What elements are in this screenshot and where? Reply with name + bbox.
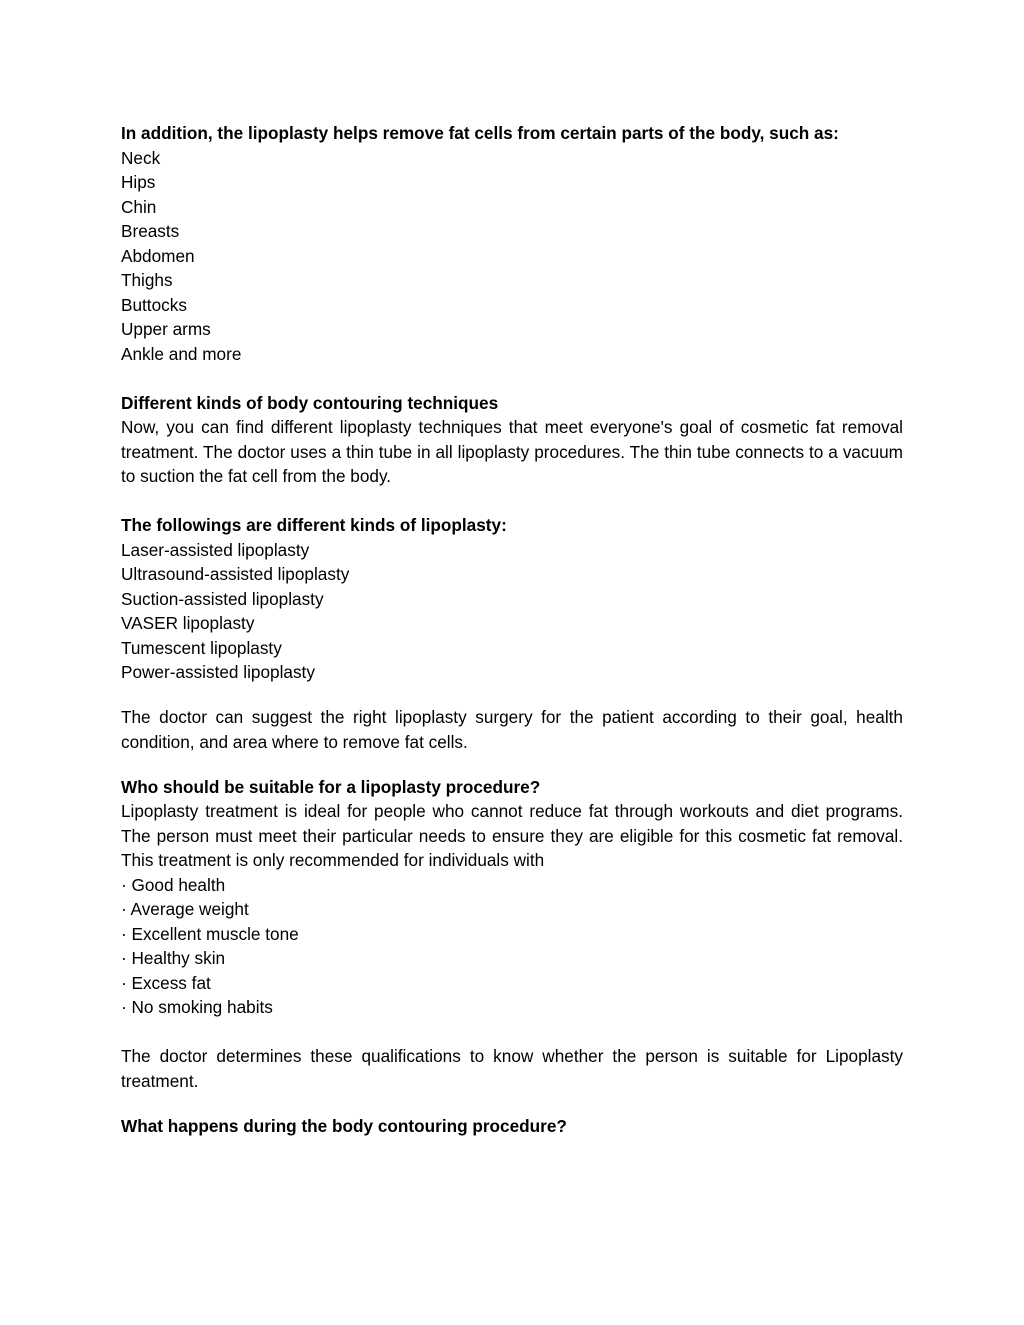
- document-page: [121, 121, 903, 1138]
- list-item: VASER lipoplasty: [121, 613, 255, 633]
- spacer: [121, 1020, 903, 1045]
- list-item: Abdomen: [121, 245, 195, 266]
- list-item: · Average weight: [121, 899, 249, 919]
- suitability-paragraph: Lipoplasty treatment is ideal for people who cannot reduce fat through workouts and diet programs. The person must meet their particular needs to ensure they are eligible for this cosmetic fat removal. This treatment is only recommended for individuals with: [121, 801, 903, 870]
- doctor-suggestion-paragraph: The doctor can suggest the right lipoplasty surgery for the patient according to their goal, health condition, and area where to remove fat cells.: [121, 707, 903, 752]
- list-item: Suction-assisted lipoplasty: [121, 588, 324, 609]
- list-item: Buttocks: [121, 294, 187, 315]
- section-heading-procedure: What happens during the body contouring procedure?: [121, 1115, 567, 1136]
- list-item: Laser-assisted lipoplasty: [121, 539, 310, 560]
- qualification-paragraph: The doctor determines these qualifications to know whether the person is suitable for Lipoplasty treatment.: [121, 1046, 903, 1091]
- list-item: Upper arms: [121, 319, 211, 339]
- list-item: Chin: [121, 196, 157, 217]
- list-item: Breasts: [121, 221, 180, 241]
- spacer: [121, 754, 903, 775]
- spacer: [121, 489, 903, 514]
- list-item: · Excellent muscle tone: [121, 923, 299, 944]
- list-item: Tumescent lipoplasty: [121, 637, 282, 658]
- list-item: Thighs: [121, 270, 173, 290]
- spacer: [121, 1093, 903, 1114]
- list-item: Power-assisted lipoplasty: [121, 662, 315, 682]
- spacer: [121, 685, 903, 706]
- list-item: Ankle and more: [121, 343, 242, 364]
- list-item: · No smoking habits: [121, 997, 273, 1017]
- section-heading-kinds: The followings are different kinds of lipoplasty:: [121, 515, 507, 535]
- spacer: [121, 366, 903, 391]
- criteria-list: [121, 873, 903, 1020]
- list-item: Hips: [121, 172, 156, 192]
- list-item: Neck: [121, 147, 161, 168]
- list-item: · Excess fat: [121, 972, 211, 993]
- body-parts-list: [121, 146, 903, 367]
- section-heading-body-parts: In addition, the lipoplasty helps remove fat cells from certain parts of the body, such as:: [121, 123, 839, 143]
- list-item: · Healthy skin: [121, 948, 226, 968]
- list-item: Ultrasound-assisted lipoplasty: [121, 564, 350, 584]
- section-heading-techniques: Different kinds of body contouring techniques: [121, 392, 499, 413]
- techniques-paragraph: Now, you can find different lipoplasty techniques that meet everyone's goal of cosmetic fat removal treatment. The doctor uses a thin tube in all lipoplasty procedures. The thin tube connects to a vacuum to suction the fat cell from the body.: [121, 417, 903, 486]
- lipoplasty-kinds-list: [121, 538, 903, 685]
- section-heading-suitability: Who should be suitable for a lipoplasty procedure?: [121, 776, 541, 797]
- list-item: · Good health: [121, 874, 226, 895]
